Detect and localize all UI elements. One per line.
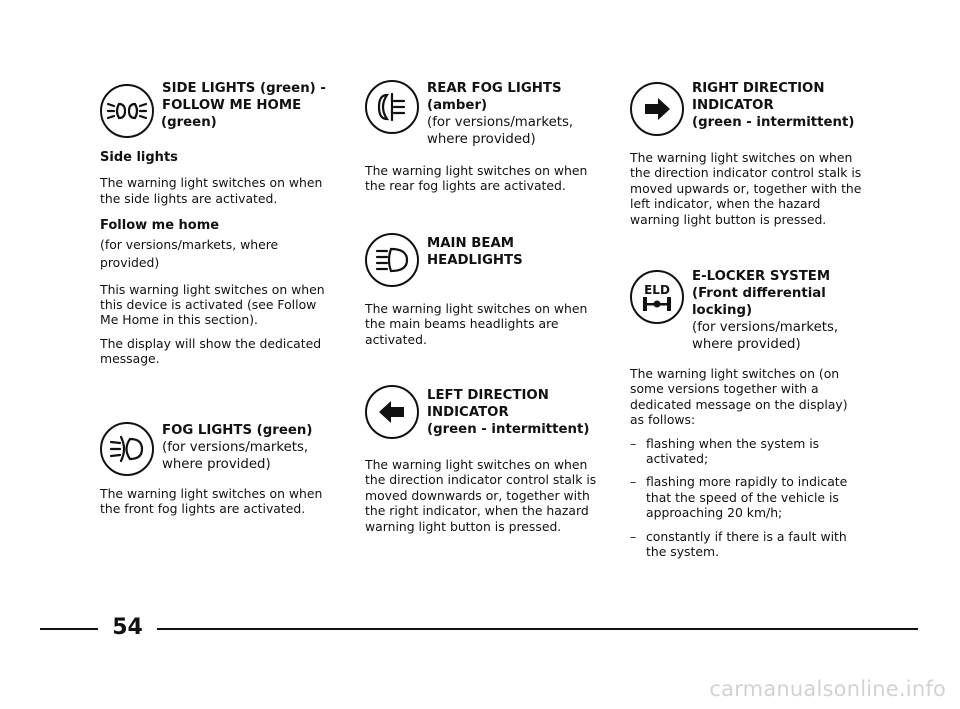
list-item xyxy=(630,529,862,560)
list-item xyxy=(630,436,862,467)
rear-fog-text: The warning light switches on when the rear fog lights are activated. xyxy=(365,163,588,194)
right-indicator-heading xyxy=(692,80,867,131)
e-locker-icon-label: ELD xyxy=(644,283,670,297)
heading-line: SIDE LIGHTS (green) - xyxy=(162,81,326,96)
e-locker-body xyxy=(630,366,862,559)
heading-line: REAR FOG LIGHTS xyxy=(427,81,562,96)
side-lights-text: The warning light switches on when the side lights are activated. xyxy=(100,175,323,206)
heading-note: where provided) xyxy=(692,337,801,352)
heading-line: (green - intermittent) xyxy=(692,115,855,130)
heading-line: E-LOCKER SYSTEM xyxy=(692,269,831,284)
side-lights-body xyxy=(100,150,332,367)
follow-me-home-title: Follow me home xyxy=(100,218,220,234)
watermark: carmanualsonline.info xyxy=(709,677,946,701)
heading-note: (for versions/markets, xyxy=(427,115,574,130)
rear-fog-lights-icon xyxy=(365,80,419,134)
fog-lights-text: The warning light switches on when the front fog lights are activated. xyxy=(100,486,323,517)
e-locker-icon xyxy=(630,270,684,324)
front-fog-glyph xyxy=(108,434,146,464)
heading-note: (for versions/markets, xyxy=(162,440,309,455)
heading-line: (green - intermittent) xyxy=(427,422,590,437)
main-beam-text: The warning light switches on when the main beams headlights are activated. xyxy=(365,301,588,347)
heading-line: HEADLIGHTS xyxy=(427,253,523,268)
side-lights-icon xyxy=(100,84,154,138)
main-beam-heading xyxy=(427,235,602,269)
heading-line: FOG LIGHTS (green) xyxy=(162,423,313,438)
right-arrow-icon xyxy=(630,82,684,136)
right-indicator-text: The warning light switches on when the direction indicator control stalk is moved upwards or, together with the left indicator, when the hazard warning light button is pressed. xyxy=(630,150,862,227)
heading-line: (amber) xyxy=(427,98,488,113)
follow-me-home-note: (for versions/markets, where provided) xyxy=(100,236,279,270)
heading-note: (for versions/markets, xyxy=(692,320,839,335)
e-locker-intro: The warning light switches on (on some versions together with a dedicated message on the display) as follows: xyxy=(630,366,848,428)
axle-glyph xyxy=(640,296,674,312)
page-number: 54 xyxy=(112,615,143,640)
left-arrow-glyph xyxy=(377,399,407,425)
heading-line: RIGHT DIRECTION xyxy=(692,81,825,96)
heading-line: (green) xyxy=(161,115,217,130)
front-fog-lights-icon xyxy=(100,422,154,476)
side-lights-title: Side lights xyxy=(100,150,178,165)
side-lights-heading xyxy=(162,80,337,131)
list-item xyxy=(630,474,862,520)
heading-line: INDICATOR xyxy=(692,98,774,113)
heading-line: FOLLOW ME HOME xyxy=(162,98,302,113)
e-locker-heading xyxy=(692,268,867,353)
fog-lights-heading xyxy=(162,422,337,473)
main-beam-icon xyxy=(365,233,419,287)
dash-bullet: – xyxy=(630,435,637,451)
heading-line: locking) xyxy=(692,303,753,318)
heading-line: INDICATOR xyxy=(427,405,509,420)
list-item-text: constantly if there is a fault with the system. xyxy=(646,528,847,560)
rear-fog-glyph xyxy=(375,91,409,123)
rear-fog-heading xyxy=(427,80,602,148)
heading-line: (Front differential xyxy=(692,286,826,301)
dash-bullet: – xyxy=(630,474,637,490)
left-arrow-icon xyxy=(365,385,419,439)
heading-line: MAIN BEAM xyxy=(427,236,514,251)
dash-bullet: – xyxy=(630,528,637,544)
footer-rule-right xyxy=(157,628,918,630)
heading-line: LEFT DIRECTION xyxy=(427,388,549,403)
list-item-text: flashing when the system is activated; xyxy=(646,435,820,467)
display-text: The display will show the dedicated message. xyxy=(100,335,322,367)
main-beam-glyph xyxy=(374,246,410,274)
list-item-text: flashing more rapidly to indicate that the speed of the vehicle is approaching 20 km/h; xyxy=(646,474,848,521)
right-arrow-glyph xyxy=(642,96,672,122)
heading-note: where provided) xyxy=(162,457,271,472)
left-indicator-text: The warning light switches on when the direction indicator control stalk is moved downwards or, together with the right indicator, when the hazard warning light button is pressed. xyxy=(365,457,597,534)
heading-note: where provided) xyxy=(427,132,536,147)
side-lights-glyph xyxy=(105,98,149,124)
left-indicator-heading xyxy=(427,387,602,438)
footer-rule-left xyxy=(40,628,98,630)
follow-me-home-text: This warning light switches on when this device is activated (see Follow Me Home in this section). xyxy=(100,281,325,328)
